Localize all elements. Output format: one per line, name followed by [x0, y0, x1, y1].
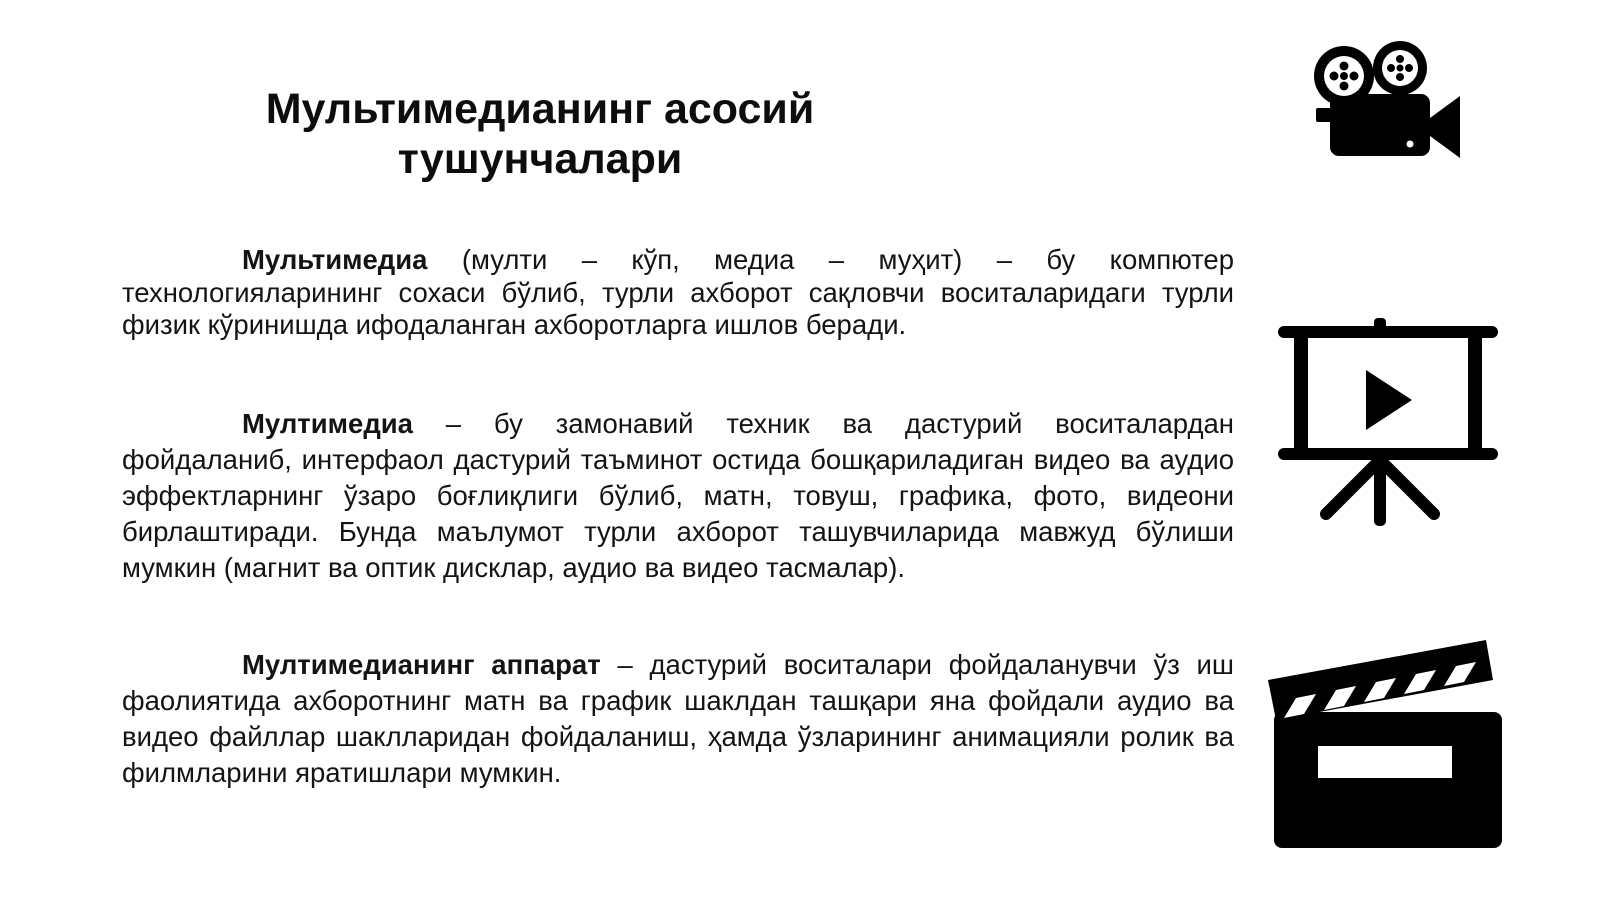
- paragraph-multimedia-description: [122, 406, 1234, 586]
- title-line-2: тушунчалари: [397, 135, 683, 183]
- paragraph-text: (мулти – кўп, медиа – муҳит) – бу компютер технологияларининг сохаси бўлиб, турли ахборот сақловчи воситаларидаги турли физик кўринишда ифодаланган ахборотларга ишлов беради.: [122, 244, 1234, 340]
- paragraph-multimedia-definition: [122, 244, 1234, 342]
- paragraph-multimedia-hardware: [122, 647, 1234, 791]
- paragraph-term: Мултимедиа: [242, 408, 413, 439]
- paragraph-term: Мултимедианинг аппарат: [242, 649, 601, 680]
- film-projector-icon: [1310, 40, 1470, 170]
- title-line-1: Мультимедианинг асосий: [265, 85, 815, 133]
- paragraph-text: – бу замонавий техник ва дастурий воситалардан фойдаланиб, интерфаол дастурий таъминот остида бошқариладиган видео ва аудио эффектларнинг ўзаро боғлиқлиги бўлиб, матн, товуш, графика, фото, видеони бирлаштиради. Бунда маълумот турли ахборот ташувчиларида мавжуд бўлиши мумкин (магнит ва оптик дисклар, аудио ва видео тасмалар).: [122, 408, 1234, 583]
- slide-title: [160, 84, 920, 184]
- paragraph-text: – дастурий воситалари фойдаланувчи ўз иш фаолиятида ахборотнинг матн ва график шаклдан ташқари яна фойдали аудио ва видео файллар шаклларидан фойдаланиш, ҳамда ўзларининг анимацияли ролик ва филмларини яратишлари мумкин.: [122, 649, 1234, 788]
- clapperboard-icon: [1268, 640, 1508, 850]
- paragraph-term: Мультимедиа: [242, 244, 428, 275]
- presentation-play-icon: [1278, 318, 1498, 533]
